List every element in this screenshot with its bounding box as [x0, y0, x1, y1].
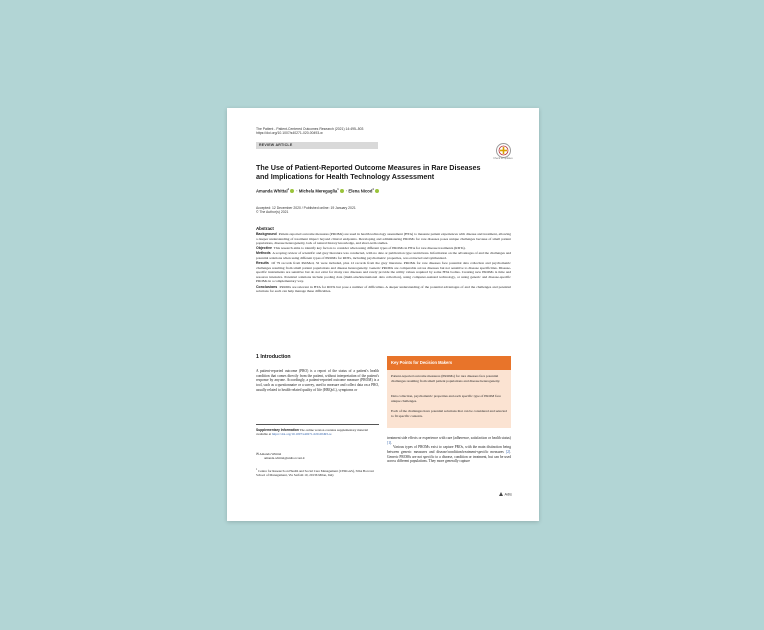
- supplementary-link[interactable]: https://doi.org/10.1007/s40271-020-00493-w: [271, 432, 332, 437]
- corresponding-author-name: Amanda Whittal: [259, 452, 282, 456]
- article-title: The Use of Patient-Reported Outcome Measures in Rare Diseases and Implications for Health Technology Assessment: [256, 163, 481, 181]
- introduction-left-text: A patient-reported outcome (PRO) is a report of the status of a patient's health condition that comes directly from the patient, without interpretation of the patient's response by anyone. Accordingly, a patient-reported outcome measure (PROM) is a tool, such as a questionnaire or a survey, used to measure and collect data on a PRO, usually related to health-related quality of life (HRQoL), symptoms or: [256, 369, 379, 392]
- abstract-section-label: Background: [256, 232, 277, 236]
- adis-triangle-icon: [499, 492, 503, 496]
- abstract-section: [256, 232, 511, 246]
- footnote-divider: [256, 424, 379, 425]
- abstract-section: [256, 251, 511, 260]
- intro-text: Various types of PROMs exist to capture PROs, with the main distinction being between generic measures and disease/condition/treatment-specific measures: [387, 445, 511, 454]
- author-name[interactable]: Amanda Whittal: [256, 188, 288, 194]
- correspondence: [256, 452, 379, 461]
- citation-link[interactable]: [2]: [505, 449, 511, 454]
- intro-text: treatment side effects or experience with care (adherence, satisfaction or health status): [387, 436, 511, 440]
- abstract-section: [256, 246, 511, 251]
- corresponding-author-email[interactable]: amanda.whittal@unibocconi.it: [264, 456, 305, 461]
- journal-citation: The Patient - Patient-Centered Outcomes Research (2021) 14:495–503: [256, 127, 364, 131]
- author-separator: ·: [344, 188, 349, 194]
- article-type-banner: [256, 142, 378, 149]
- abstract-section-text: This research aims to identify key factors to consider when using different types of PROMs in HTA for rare disease treatments (RDTs).: [273, 246, 466, 251]
- abstract-section-text: Patient-reported outcome measures (PROMs) are used in health technology assessment (HTA) to measure patient experiences with disease and treatment, allowing a deeper understanding of treatment impact beyond clinical endpoints. Developing and administering PROMs for rare diseases poses unique challenges because of small patient populations, disease heterogeneity, lack of natural history knowledge, and short-term studies.: [256, 232, 511, 246]
- introduction-heading: 1 Introduction: [256, 354, 291, 360]
- key-points-header: [387, 356, 511, 370]
- orcid-icon[interactable]: [340, 189, 344, 193]
- author-name[interactable]: Michela Meregaglia: [298, 188, 338, 194]
- author-separator: ·: [295, 188, 299, 194]
- intro-paragraph: [387, 436, 511, 445]
- abstract-section: [256, 261, 511, 284]
- key-point-item: Each of the challenges have potential solutions that can be considered and selected to fit specific contexts.: [391, 409, 507, 418]
- author-affil-sup: 1: [372, 188, 374, 191]
- article-dates: [256, 206, 506, 215]
- abstract-section-label: Conclusions: [256, 284, 278, 289]
- abstract-section-label: Objective: [256, 246, 272, 251]
- abstract-section-text: PROMs are relevant in HTA for RDTs but pose a number of difficulties. A deeper understanding of the potential advantages of and the challenges and potential solutions for each can help manage these difficulties.: [256, 284, 511, 294]
- author-name[interactable]: Elena Nicod: [348, 188, 373, 194]
- abstract-heading: Abstract: [256, 226, 274, 231]
- key-points-box: [387, 370, 511, 428]
- supplementary-end: .: [331, 432, 333, 437]
- crossmark-icon[interactable]: [496, 143, 511, 158]
- abstract-section: [256, 285, 511, 294]
- affiliation: [256, 468, 379, 478]
- abstract-section-text: Of 79 records from PubMed, 32 were included, plus 12 records from the grey literature. PROMs for rare diseases face potential data collection and psychometric challenges resulting from small patient populations and disease heterogeneity. Generic PROMs are comparable across diseases but not sensitive to disease specificities. Disease-specific instruments are sensitive but do not exist for many rare diseases and rarely provide the utility values required by some HTA bodies. Creating new PROMs is time and resource intensive. Potential solutions include pooling data (multi-site/international data collection), using computer-assisted technology, or using generic and disease-specific PROMs in a complementary way.: [256, 261, 511, 284]
- journal-doi[interactable]: https://doi.org/10.1007/s40271-020-00493-w: [256, 131, 323, 136]
- article-page: [227, 108, 539, 521]
- key-points-title: Key Points for Decision Makers: [391, 360, 453, 365]
- intro-paragraph: [387, 445, 511, 464]
- copyright-line: © The Author(s) 2021: [256, 210, 289, 215]
- author-affil-sup: 1: [287, 188, 290, 191]
- abstract-section-label: Methods: [256, 251, 271, 256]
- affiliation-text: Centre for Research on Health and Social Care Management (CERGAS), SDA Bocconi School of Management, Via Sarfatti 10, 20136 Milan, Italy: [256, 469, 374, 478]
- supplementary-text: The online version contains supplementary material available at: [256, 428, 369, 437]
- introduction-right-text: [387, 436, 511, 464]
- key-point-item: Data collection, psychometric properties and each specific type of PROM face unique challenges.: [391, 394, 501, 403]
- supplementary-label: Supplementary Information: [256, 428, 299, 432]
- envelope-icon: ✉: [256, 452, 259, 456]
- orcid-icon[interactable]: [375, 189, 379, 193]
- author-list: [256, 188, 506, 193]
- affiliation-number: 1: [256, 468, 258, 471]
- supplementary-note: [256, 428, 379, 437]
- publisher-logo: [499, 492, 512, 497]
- citation-link[interactable]: [1]: [387, 440, 392, 445]
- abstract-section-label: Results: [256, 261, 269, 266]
- article-type-label: REVIEW ARTICLE: [259, 143, 293, 147]
- intro-text: . Generic PROMs are not specific to a disease, condition or treatment, but can be used across different populations. They more generally capture: [387, 449, 511, 464]
- intro-text: .: [391, 440, 393, 445]
- author-affil-sup: 1: [337, 188, 339, 191]
- journal-header: [256, 127, 456, 136]
- abstract-section-text: A scoping review of scientific and grey literature was conducted, with no date or publication type restrictions. Information on the advantages of and the challenges and potential solutions when using different types of PROMs for RDTs, including psychometric properties, was extracted and synthesized.: [256, 251, 511, 260]
- crossmark-label: Check for updates: [493, 157, 513, 160]
- accepted-published-dates: Accepted: 12 December 2020 / Published online: 19 January 2021: [256, 206, 356, 210]
- key-point-item: Patient-reported outcome measures (PROMs) for rare diseases face potential challenges resulting from small patient populations and disease heterogeneity.: [391, 374, 501, 383]
- orcid-icon[interactable]: [287, 188, 294, 193]
- publisher-name: Adis: [504, 492, 512, 497]
- abstract-body: [256, 232, 511, 294]
